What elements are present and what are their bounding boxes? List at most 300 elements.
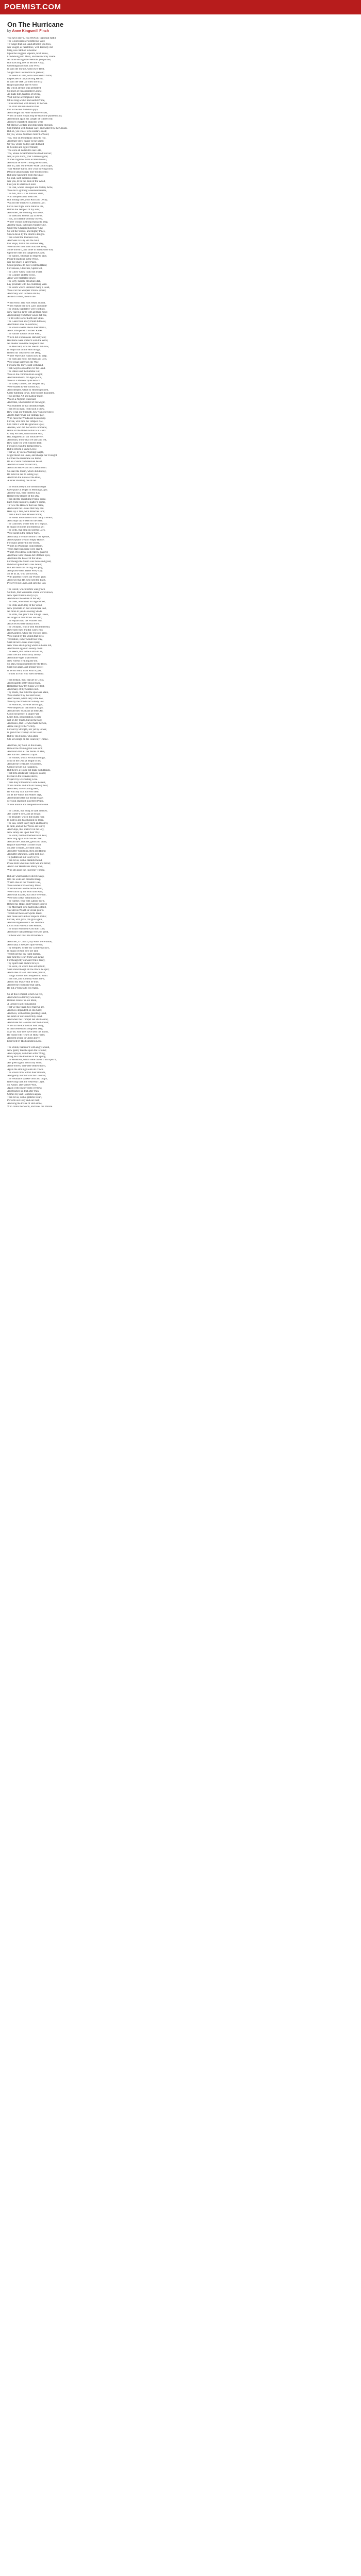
poem-line: (Which unknowingly bore bold Storms; (7, 171, 48, 174)
poem-line: Eternal in the Heavens above, (7, 775, 38, 778)
poem-line: But none has heard from Ages past (7, 174, 43, 177)
poem-line: The Winds, that roar'd with angry Sound, (7, 1046, 50, 1049)
poem-line: Plung'd headlong in the Wave. (7, 258, 39, 261)
poem-line: Now open'd lies to every Eye, (7, 595, 39, 598)
poem-line: Bring back the Promise of the Spring. (7, 1056, 46, 1059)
poem-line: For not by Strength, nor yet by Power, (7, 728, 47, 732)
poem-line: Upon the rude and dangerous Coast; (7, 252, 45, 255)
poem-line: And let us to our Maker turn, (7, 464, 38, 467)
poem-line: And to thy Maker still be true; (7, 981, 39, 984)
poem-line: Came tumbling down, their Stones disjointed. (7, 392, 55, 395)
poem-line: And teaches us, that after Pain, (7, 1090, 40, 1093)
poem-line: Whom no Physician could reform. (7, 545, 43, 548)
poem-line: The Pride and Glory of the Wood, (7, 604, 42, 607)
poem-line: Is gain'd the Triumph of the Hour; (7, 732, 43, 735)
poem-line: Only, new Motion to bestow (7, 49, 37, 53)
poem-line: The Forest, which before was grown (7, 588, 45, 591)
poem-line: Was in a Night in Ruin laid; (7, 398, 36, 401)
poem-line: So after Trouble, Joy doth come, (7, 847, 41, 850)
poem-line: Where Waves his Riches now do keep. (7, 354, 47, 358)
poem-line: And how dependent on His Care; (7, 1009, 42, 1012)
poem-line: Nor sought, as heretofore, with Friendly Aid (7, 46, 53, 49)
poem-line: And threaten this our mortal Stage; (7, 797, 44, 800)
author-link[interactable]: Anne Kingsmill Finch (12, 29, 49, 33)
poem-line: So let the Winds and Waters rage, (7, 794, 42, 797)
poem-line: Each from his ruin'd, shatter'd Home, (7, 501, 46, 504)
poem-line: Again the smiling Fields do crown. (7, 1068, 44, 1071)
poem-line: Who sits upon the Heavenly Throne. (7, 869, 45, 872)
poem-line: How justly He with Sinners dealt. (7, 442, 42, 445)
poem-line: Were silent in the broken Ways. (7, 532, 40, 535)
poem-line: Have seen their fruitful Glory end; (7, 629, 43, 632)
poem-line: Preserv'd our Lives, and saved at last. (7, 582, 46, 585)
poem-line: Not on thy Fleets, but on the Sky; (7, 719, 42, 722)
poem-line: Awak'd in Ruin, then to die. (7, 295, 36, 298)
poem-line: Then Britain, thou that art so Great, (7, 679, 44, 682)
poem-line: It did not quite their Lives defeat; (7, 563, 42, 566)
poem-line: Then let us, with a thankful Mind, (7, 859, 43, 862)
poem-line: Where Storms and Tempests ever cease. (7, 803, 49, 806)
poem-line: The Palace and the humble Cot, (7, 370, 40, 374)
poem-line: That we may learn how frail we are, (7, 1006, 45, 1009)
poem-line: Nor the Shore, a safer Place, (7, 261, 37, 264)
poem-line: The Orchards, which with Fruit did bend, (7, 625, 51, 629)
poem-line: Sought their Destruction to prevent; (7, 71, 44, 74)
poem-line: Our Ships, that in the Harbour stay, (7, 243, 44, 246)
poem-line: The Admirals, of Fame and Might, (7, 704, 43, 707)
poem-line: And should again his Length of Timber rear, (7, 118, 53, 121)
poem-line: Be but a Witness to His Name. (7, 987, 39, 990)
poem-line: Were lost in that tumultuous Air! (7, 896, 41, 900)
poem-line: Your Mother Earth, thro' your thriving form, (7, 167, 53, 171)
poem-line: Was humbled in that dreadful Night. (7, 404, 45, 408)
poem-line: The Rivers swell'd above their Banks, (7, 327, 46, 330)
poem-line: New Forests rivalling the old. (7, 660, 38, 663)
poem-line: The Winds obey'd; the dreadful Night (7, 485, 46, 488)
poem-line: And recompense our Loss and Pain. (7, 922, 45, 925)
poem-line: And thou, O Church, thy Walls were shook, (7, 940, 53, 943)
poem-line: In flexible and lighter Mould; (7, 146, 38, 149)
poem-line: The Elms, that grac'd the Village Green, (7, 613, 49, 616)
poem-line: Are scatter'd now, and all do go; (7, 812, 41, 816)
poem-line: Be with thy God for ever blest. (7, 791, 40, 794)
poem-line: And shake the Heavens and the Ground; (7, 1021, 49, 1024)
poem-line: And Monuments, for Ages plac'd, (7, 377, 42, 380)
poem-line: So Nature, after all her Woe, (7, 1083, 37, 1087)
poem-line: And Ships, that shelter'd in the Bay, (7, 828, 44, 831)
poem-line: And new engrafted Branches wear (7, 121, 43, 124)
poem-line: And many of thy Seamen lost. (7, 688, 39, 691)
poem-line: And bless the Power of the Skies. (7, 557, 42, 560)
poem-line: To fill with Horror Earth and Skies. (7, 317, 44, 320)
poem-line: Fate you to a terrible Flood. (7, 183, 36, 187)
poem-line: Though Storms and Tempests do assail. (7, 975, 48, 978)
poem-line: You, who on Mountains chose to rise, (7, 137, 46, 140)
poem-line: What Harvests on the fertile Plain, (7, 887, 43, 890)
poem-line: The Bells, that rang on solemn Days, (7, 529, 46, 532)
poem-line: The Trials which our God doth cure; (7, 928, 45, 931)
poem-line: Shall all her Losses soon repay; (7, 641, 40, 645)
poem-line: So fell the Woods, and mighty Pines, (7, 230, 45, 233)
poem-line: And own that He, who sent the Blast, (7, 579, 46, 582)
poem-line: Undistinguish'd was your Prey: (7, 65, 40, 68)
poem-line: Were shatter'd by the Hurricane; (7, 694, 41, 697)
poem-line: That firm amidst all Tempests stands; (7, 772, 46, 775)
poem-line: Shall stand though all the World be spilt; (7, 969, 50, 972)
poem-line: Remain forever in our Mind, (7, 999, 37, 1003)
poem-line: Was not the Stroke of Common Day; (7, 202, 46, 205)
poem-line: Were but Lightning's deadliest Harms, (7, 190, 47, 193)
poem-line: Were equal sharers in the Woe; (7, 361, 39, 364)
poem-line: Must in the Dust at length to lie; (7, 759, 41, 762)
poem-line: Thy Spirit shall endure for aye. (7, 962, 40, 965)
poem-line: Or you, whose Numbers form'd a Wood; (7, 133, 50, 137)
poem-line: In vain the Shrubs, with lowly Bent, (7, 68, 45, 71)
poem-line: The Beech in vain, with out-stretch'd Arms, (7, 74, 53, 77)
poem-line: Still trimm'd with human Care, and water'd by the Clouds. (7, 127, 68, 130)
poem-line: And to that Power our Homage pay, (7, 414, 45, 417)
poem-line: New Trees shall spring where old ones fell, (7, 645, 52, 648)
poem-line: And know that all things work for good, (7, 931, 49, 934)
poem-line: Before the Tempest of thy Fills; (7, 208, 40, 211)
poem-line: Of his long-wish'd and useful Prime, (7, 99, 45, 102)
poem-line: But oh, you Trees! who solitary stood; (7, 130, 47, 133)
poem-line: In that tremendous Judgment Day; (7, 1027, 43, 1030)
poem-line: And many who in Peace did lie, (7, 292, 41, 295)
poem-line: Are but the Labour of a Span. (7, 753, 38, 756)
poem-line: Into the wide and dreadful Deep; (7, 878, 41, 881)
poem-line: Let then the Hurricane we fear'd, (7, 457, 41, 461)
poem-line: Where Troops in strong Ranks do heap, (7, 221, 48, 224)
poem-line: Be turn'd at last to lasting Joy; (7, 473, 39, 476)
poem-line: What Noise, alas! was Heard around, (7, 301, 46, 304)
poem-author (7, 29, 354, 34)
poem-line: Is hush'd, and heard along no more. (7, 819, 44, 822)
poem-line: But marching now in terrible Array, (7, 62, 44, 65)
poem-line: And rushing from their Caves did rise, (7, 314, 47, 317)
poem-line: As made him, fearless of Decay, (7, 93, 41, 96)
poem-line: Were by the Winds laid wholly low. (7, 700, 44, 703)
poem-line: When Nature her own Laws unbound? (7, 305, 47, 308)
poem-line: So let this Tempest, which we felt, (7, 993, 43, 996)
poem-line: Reflecting back the Heavenly Light. (7, 1080, 45, 1083)
poem-line: The Gales from every Point did blow, (7, 320, 46, 324)
poem-line: Were driven from their Anchors away; (7, 246, 47, 249)
poem-line: And thou, my Soul, in this Event, (7, 744, 42, 747)
poem-line: And which so terribly was dealt, (7, 996, 41, 999)
poem-line: In Ships that on the Seas did go, (7, 348, 41, 351)
poem-line: Cannot secure our Happiness. (7, 766, 38, 769)
poem-line: O may we then, with humble Fear, (7, 432, 43, 435)
poem-line: And sing the Praise of Him alone, (7, 1103, 42, 1106)
poem-line: Upon the sluggish Vapours, bred below, (7, 53, 48, 56)
poem-line: And how, without His guarding Hand, (7, 1012, 47, 1015)
poem-line: And He, who did the Storm command, (7, 426, 47, 429)
poem-line: And Ships lay broken on the Beck. (7, 520, 43, 523)
poem-line: Might mend our Lives, and change our Thought. (7, 454, 58, 457)
poem-line: And Man, who boasted of his Might, (7, 401, 45, 404)
poem-line: The lofty Turrets, Structures tall, (7, 280, 41, 283)
poem-line: And after Wand'ring, Rest and Home; (7, 850, 46, 853)
poem-line: And the Sun, with cheerful Ray, (7, 492, 41, 495)
poem-line: And Orphans wept in empty House; (7, 538, 45, 541)
poem-line: And Waters rose to overflow; (7, 324, 38, 327)
poem-line: And gently murmur o'er the Grounds; (7, 1074, 46, 1077)
poem-line: Alike receiv'd the deadly Blow. (7, 622, 40, 625)
poem-line: To be removed, with Honor, to the Sea. (7, 102, 48, 105)
poem-line: No Shelter could the Shepherd find. (7, 342, 44, 345)
poem-line: Restor'd the Beauty of the Day. (7, 495, 40, 498)
poem-line: Were in a Moment quite defac'd. (7, 380, 41, 383)
poem-line: The Merchant, who his Wealth did stow, (7, 345, 49, 348)
poem-line: For Houses, Churches, Spires fell, (7, 267, 43, 270)
poem-line: The Clouds, that hung so dark and low, (7, 809, 48, 812)
poem-line: A Lesson to all Humankind. (7, 1003, 37, 1006)
poem-line: Then did the Trembling People come, (7, 498, 46, 501)
poem-line: The Winds, that lately were confin'd, (7, 308, 45, 311)
poem-line: The Poplars tall, the Willows low, (7, 619, 42, 622)
poem-line: To gladden all our weary Eyes. (7, 856, 40, 859)
poem-line: Be as a Voice from Heaven heard; (7, 461, 43, 464)
poem-line: And Vessels, which defy'd the Foe, (7, 697, 44, 700)
poem-line: Nor, as you stood, your Grandees gone; (7, 155, 48, 158)
poem-line: The Farmer lost his fertile Field, (7, 333, 41, 336)
poem-line: And learn that all the Works of Man, (7, 750, 45, 753)
poem-line: To those who trust His Providence. (7, 934, 44, 937)
poem-line: Were o'er the Sleepers' Pillow spread; (7, 289, 46, 292)
poem-line: You, whose Great Patriarchs stood forever; (7, 152, 52, 155)
poem-title: On The Hurricane (7, 21, 64, 28)
poem-line: Then whilst the Thunders roll, (7, 236, 39, 239)
poem-line: What Cities in the Western Isles, (7, 881, 41, 884)
poem-line: To trust in Him who rules the Blast. (7, 672, 44, 675)
poem-line: And these with Thanks did lift their Eyes, (7, 554, 51, 557)
poem-line: For not in vain the Tempest blew, (7, 445, 42, 448)
poem-line: So Man, though humbled by the Blow, (7, 663, 47, 666)
poem-line: Shall rise again, and prosper grow; (7, 666, 43, 669)
poem-line: And Zephyrs, with their softer Wing, (7, 1053, 45, 1056)
poem-line: Thy Fleets, that rul'd the spacious Main, (7, 691, 49, 694)
poem-line: That swept so dreadful o'er the Land. (7, 367, 46, 370)
poem-line: The Merchant, who had Riches stor'd, (7, 906, 47, 909)
poem-line: Saw all his Wealth in Ocean pour'd. (7, 909, 44, 912)
poem-line: For many perish'd in the Storm, (7, 541, 40, 545)
poem-line: Sits Sovereign on the Heavenly Throne. (7, 738, 48, 741)
poem-line: The Roofs which sheltered many a Head, (7, 286, 50, 289)
poem-line: But left them still to sing and pray, (7, 566, 43, 569)
poem-line: Were shaken by the furious Air; (7, 386, 40, 389)
poem-line: Whom Providence with Mercy guard'd; (7, 551, 48, 554)
poem-line: Are green again, and richly soil'd; (7, 1062, 42, 1065)
poem-line: Then let us, with a grateful Heart, (7, 1096, 42, 1099)
poem-line: And Gardens, where the Flowers grew, (7, 632, 48, 635)
poem-line: The Great Disposer's righteous Will; (7, 40, 45, 43)
poem-line: To view the Havock that was made, (7, 504, 44, 507)
poem-line: Rejoice that Peace is come to all. (7, 844, 42, 847)
site-header (0, 0, 361, 14)
poem-line: Whose Dignities were Scatter'd round, (7, 158, 47, 161)
author-prefix: by (7, 29, 11, 33)
poem-line: And all their Skill and all their Art, (7, 710, 43, 713)
poem-line: And many a Widow mourn'd her Spouse, (7, 535, 50, 538)
poem-line: Learn then, proud Nation, to rely (7, 716, 41, 719)
poem-line: Beheld his Hopes and Produce spoil'd; (7, 903, 47, 906)
poem-line: And let the Hurricane that came, (7, 984, 41, 987)
poem-line: Wait but the accomplish'd Time (7, 96, 40, 99)
poem-line: Remember how thy Ships were tost, (7, 685, 45, 688)
poem-line: The Sailors, who had no Hope to save, (7, 255, 47, 258)
poem-line: Risq'd upon that native Force, (7, 83, 38, 87)
poem-line: With grateful Hearts our Praises give; (7, 576, 46, 579)
poem-line: Lay prostrate with the crumbling Wall. (7, 283, 47, 286)
poem-line: And all the Treasures we possess, (7, 762, 42, 766)
poem-line: Did in the like Ambition joyn, (7, 109, 39, 112)
poem-line: Were ruin'd by the Wind and Rain; (7, 890, 43, 893)
poem-line: Prepar'd by Everlasting Love. (7, 778, 38, 782)
poem-line: Yet Nature, in her wond'rous Way, (7, 638, 43, 641)
poem-line: No longer in their Rows are seen; (7, 616, 42, 619)
poem-line: Were wasted o'er so many Miles; (7, 884, 42, 887)
poem-line: Were ruin'd by the Winds that blew. (7, 635, 44, 638)
poem-line: Now sing again with Voices clear; (7, 838, 43, 841)
poem-line: Gave place at length to Morning Light; (7, 488, 48, 492)
poem-line: How weak our Strength, how vain our Show; (7, 411, 54, 414)
poem-line: The Fountains sparkle clear and bright, (7, 1077, 48, 1080)
poem-line: But by His Favour, who alone (7, 735, 39, 738)
poem-line: Again with Beauty doth o'erflow; (7, 1087, 42, 1090)
poem-line: You were all destin'd to one Fate, (7, 149, 42, 152)
poem-line: And Seas in Fury vex the Soul, (7, 240, 40, 243)
poem-line: The Birds, that hid themselves in Fear, (7, 835, 47, 837)
poem-line: The Seeds, that in the Earth do lie, (7, 651, 43, 654)
poem-line: And boasteth of thy Naval State, (7, 682, 41, 685)
poem-line: For He, who bids the Tempest rise, (7, 420, 43, 423)
poem-line: And Flowers, that were beaten down, (7, 1065, 46, 1068)
poem-line: The strait and ornamental Pine (7, 106, 39, 109)
poem-line: Were helpless in that fearful Night; (7, 707, 44, 710)
poem-line: And future Ages shall behold (7, 657, 38, 660)
poem-line: There may'st thou find a safe Retreat, (7, 782, 46, 785)
poem-line: Shall rise and flourish by and by; (7, 654, 42, 657)
poem-line: Comes Joy and Happiness again. (7, 1093, 41, 1096)
poem-line: Yet in that Ruin some were spar'd, (7, 548, 43, 551)
poem-lines (7, 37, 354, 1109)
poem-line: My Soul shall rest in perfect Peace, (7, 800, 44, 803)
poem-line: And count the Losses that they had. (7, 507, 44, 511)
poem-line: May we, who now have seen the Storm, (7, 1030, 49, 1033)
poem-line: That we, by such a Warning taught, (7, 451, 44, 454)
poem-line: Encircled by His boundless Love. (7, 1040, 42, 1043)
poem-line: And Woods again in Beauty dwell. (7, 648, 43, 651)
poem-line: Not on, alas! our Feebler Work could scape, (7, 164, 53, 167)
poem-line: The Meadows, which were drown'd and spoil'd, (7, 1059, 57, 1062)
poem-line: Then let us learn, from such a Blow, (7, 408, 45, 411)
poem-line: The Rock, on which thou art upbuilt, (7, 965, 45, 968)
poem-line: Thy Temples, where thy Children pray'd, (7, 946, 50, 950)
poem-line: And from the Ruins of the Blast, (7, 476, 41, 479)
poem-line: Then rise, and build thy Walls anew, (7, 978, 45, 981)
poem-line: Is calm, and all the Waves are tam'd; (7, 825, 45, 828)
poem-line: And what Estates, that once were fair, (7, 893, 46, 896)
poem-line: But to reform a sinful Crew; (7, 448, 37, 451)
poem-line: The Oaks, which had for Ages stood, (7, 601, 46, 604)
poem-line: But there's a House not made with Hands, (7, 769, 51, 772)
poem-line: But ah! what Numbers did it sweep, (7, 875, 45, 878)
poem-line: And many a Steeple's Spire broke; (7, 943, 43, 946)
poem-line: Here lay a Tree, with Branches torn; (7, 511, 45, 514)
poem-line: If he but learn, from what is past, (7, 669, 42, 672)
poem-line: Beheld his Treasure in the Deep, (7, 351, 41, 354)
poem-line: So loud, such laborious Blast, (7, 177, 38, 180)
poem-line: No more such gentle Methods you pursue, (7, 59, 51, 62)
poem-line: Praise Him who rules both Sea and Wind; (7, 862, 51, 866)
poem-line: His Judgments in our Souls revere; (7, 436, 44, 438)
poem-line: For though the Storm was fierce and great, (7, 560, 52, 563)
poem-line: Now gently breathe upon the Ground; (7, 1049, 46, 1053)
poem-line: Struck down by the Storm's designs. (7, 233, 45, 236)
site-logo[interactable]: POEMIST.COM (4, 3, 61, 11)
poem-line: Now roar'd at large with all their Kind; (7, 311, 47, 314)
poem-line: Deprecates th' approaching Harms; (7, 77, 44, 80)
poem-line: Under the Charging Enemies' Cry; (7, 227, 43, 230)
poem-line: Thus, as in Battle's bloody Sweep, (7, 217, 43, 221)
poem-line: And the Slain, in broken Numbers lie, (7, 224, 47, 227)
poem-line: Let us with Patience then endure, (7, 925, 42, 928)
poem-line: Which did a bounteous Harvest yield; (7, 336, 46, 339)
poem-line: In vain the Oak (so often storm'd) (7, 80, 42, 83)
poem-line: And Steeples, which to Heaven pointed, (7, 389, 49, 392)
poem-line: Th' Angel that our Land afflicted you flew, (7, 43, 52, 46)
poem-line: So shall the Storm, which did destroy, (7, 470, 47, 473)
poem-line: The Country and the Town, (7, 274, 36, 277)
poem-line: For in one Night were Nature's Ills, (7, 205, 44, 208)
poem-line: Can calm it with His gracious Eyes; (7, 423, 44, 426)
poem-line: The Churches, where they us'd to pray, (7, 523, 47, 526)
poem-line: The Cities' Glory could not dwell. (7, 270, 43, 274)
poem-line: Or you, whom Valleys late did hold (7, 143, 44, 146)
poem-line: And Gates of Hell shall ne'er prevail, (7, 972, 46, 975)
poem-line: For none the Fury could withstand, (7, 364, 44, 367)
poem-line: For He, who gave, can give again, (7, 919, 43, 922)
poem-line: And when, the Morning Sun arose, (7, 211, 44, 214)
poem-line: And there drew nearer to the Skies; (7, 140, 44, 143)
poem-line: His Barns were scatter'd with the Wind, (7, 339, 48, 342)
poem-line: So much of his appointed Course, (7, 90, 42, 93)
poem-line: Alone can give the Victory. (7, 725, 36, 728)
poem-line: For though thy outward Walls decay, (7, 959, 45, 962)
poem-line: And when the Trumpet last shall sound, (7, 1018, 48, 1021)
poem-line: And there, in everlasting Rest, (7, 788, 39, 791)
poem-line: And Cattle perish'd in their Ranks. (7, 330, 43, 333)
poem-container (7, 21, 354, 1109)
poem-line: Who rules the Winds and Seas alway. (7, 417, 46, 420)
poem-line: The Oak, whose strongest and Stately Arms, (7, 187, 53, 190)
poem-line: Holds all the Winds within His Hand. (7, 429, 46, 432)
poem-line: And shows the Azure of the Sky. (7, 598, 41, 601)
poem-line: Behold the Warning that was sent; (7, 747, 43, 750)
poem-line: When all the Earth shall melt away, (7, 1024, 44, 1027)
poem-line: And rest secure in Christ above, (7, 1037, 41, 1040)
poem-line: When Storms on Earth do fiercely beat; (7, 785, 48, 788)
poem-line: Nor turn thy Heart from God away; (7, 956, 44, 959)
poem-line: The Rivers flow within their Bounds, (7, 1071, 46, 1074)
poem-line: Be found with Hearts of Holy Form; (7, 1034, 45, 1037)
poem-line: The Sea, which lately rag'd and foam'd, (7, 822, 48, 825)
poem-line: Were in the common Ruin caught; (7, 374, 43, 377)
poem-line: And in our Hearts His Mercy own, (7, 866, 43, 869)
poem-line: No Work of ours can firmly stand. (7, 1015, 43, 1018)
poem-line: But finding thee, your Ruin and Decay, (7, 199, 48, 202)
